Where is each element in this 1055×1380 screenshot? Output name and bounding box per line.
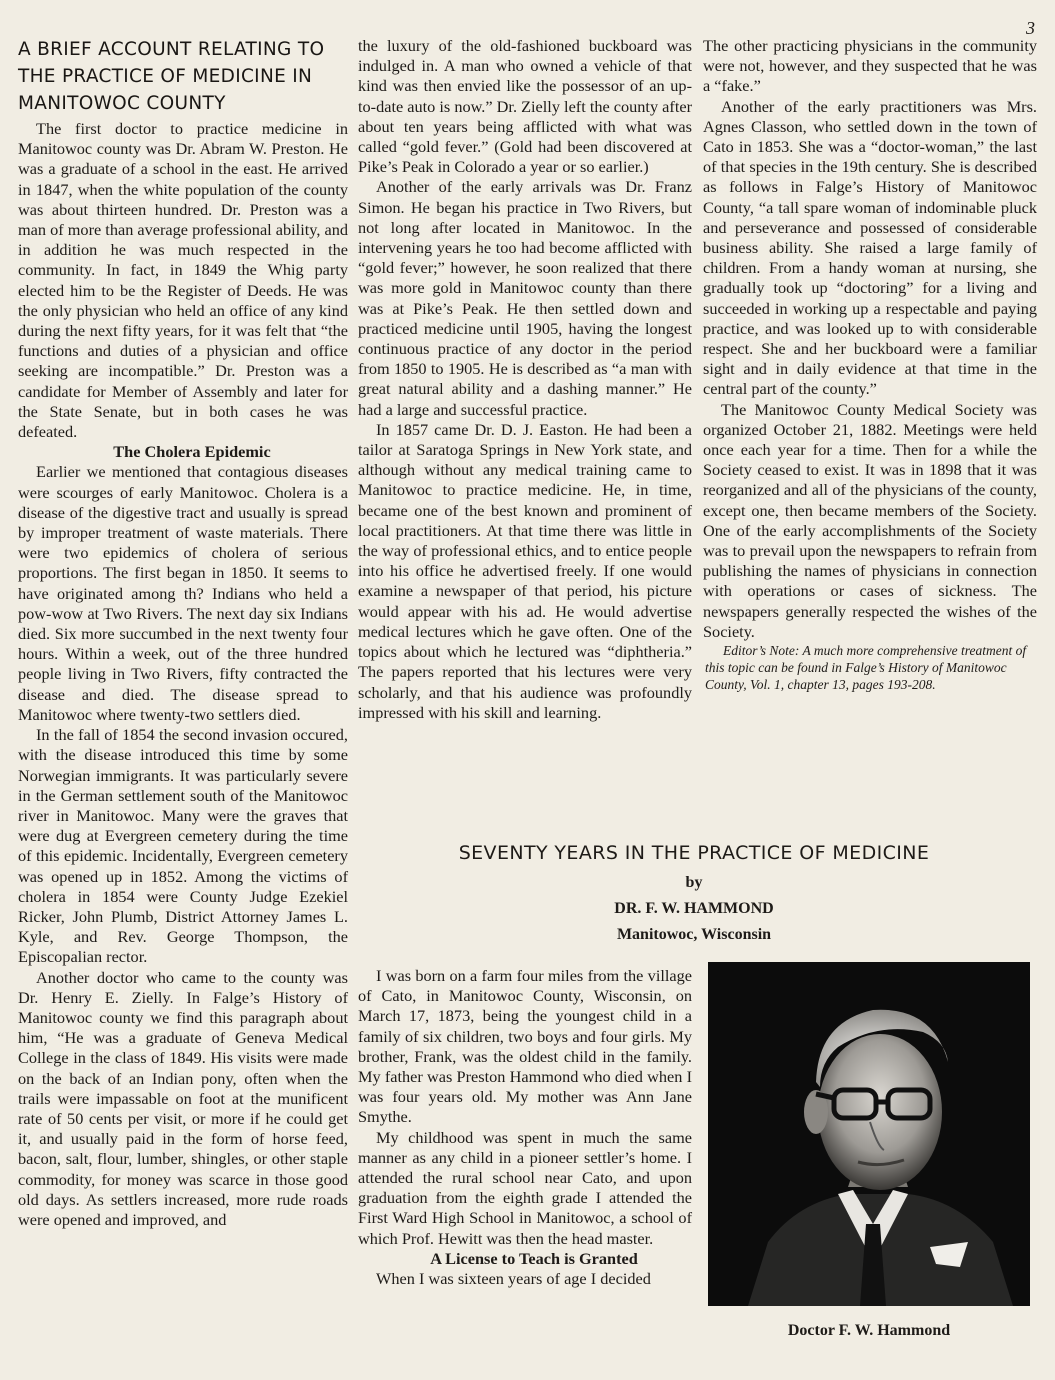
- subhead-cholera: The Cholera Epidemic: [113, 442, 271, 462]
- paragraph-childhood: My childhood was spent in much the same manner as any child in a pioneer settler’s home. I attended the rural school near Cato, and upon graduation from the eighth grade I attended the First Ward High School in Manitowoc, a school of which Prof. Hewitt was then the head master.: [358, 1127, 692, 1248]
- subhead-license: A License to Teach is Granted: [430, 1248, 638, 1268]
- paragraph-medical-society: The Manitowoc County Medical Society was organized October 21, 1882. Meetings were held once each year for a time. Then for a while the Society ceased to exist. It was in 1898 that it was reorganized and all of the physicians of the county, except one, then became members of the Society. One of the early accomplishments of the Society was to prevail upon the newspapers to refrain from publishing the names of physicians in connection with operations or cases of sickness. The newspapers generally respected the wishes of the Society.: [703, 399, 1037, 641]
- paragraph-cholera-1850: Earlier we mentioned that contagious diseases were scourges of early Manitowoc. Cholera is a disease of the digestive tract and usually is spread by improper treatment of waste materials. There were two epidemics of cholera of serious proportions. The first began in 1850. It seems to have originated among th? Indians who held a pow-wow at Two Rivers. The next day six Indians died. Six more succumbed in the next twenty four hours. Within a week, out of the three hundred people living in Two Rivers, fifty contracted the disease and died. The disease spread to Manitowoc where twenty-two settlers died.: [18, 462, 348, 724]
- article1-column-1: [18, 36, 348, 1230]
- photo-caption: Doctor F. W. Hammond: [787, 1322, 951, 1339]
- article2-by: by: [685, 874, 703, 891]
- article1-title-line-3: MANITOWOC COUNTY: [18, 93, 226, 114]
- article2-author: DR. F. W. HAMMOND: [614, 900, 774, 917]
- editor-note: Editor’s Note: A much more comprehensive treatment of this topic can be found in Falge’s History of Manitowoc County, Vol. 1, chapter 13, pages 193-208.: [705, 643, 1027, 693]
- article2-header: [358, 842, 1030, 948]
- article2-location: Manitowoc, Wisconsin: [616, 926, 772, 943]
- article1-title: [18, 36, 348, 117]
- paragraph-easton: In 1857 came Dr. D. J. Easton. He had been a tailor at Saratoga Springs in New York state, and although without any medical training came to Manitowoc to practice medicine. He, in time, became one of the best known and prominent of local practitioners. At that time there was little in the way of professional ethics, and to entice people into his office he advertised freely. If one would examine a newspaper of that period, his picture would appear with his ad. He would advertise medical lectures which he gave often. One of the topics about which he lectured was “diphtheria.” The papers reported that his lectures were very scholarly, and that his audience was profoundly impressed with his skill and learning.: [358, 419, 692, 722]
- portrait-photo: [708, 962, 1030, 1306]
- paragraph-sixteen: When I was sixteen years of age I decided: [376, 1269, 651, 1289]
- paragraph-birth: I was born on a farm four miles from the village of Cato, in Manitowoc County, Wisconsin, on March 17, 1873, being the youngest child in a family of six children, two boys and four girls. My brother, Frank, was the oldest child in the family. My father was Preston Hammond who died when I was four years old. My mother was Ann Jane Smythe.: [358, 966, 692, 1127]
- article1-title-line-1: A BRIEF ACCOUNT RELATING TO: [18, 39, 325, 60]
- article1-column-3: [703, 36, 1037, 693]
- article2-title: SEVENTY YEARS IN THE PRACTICE OF MEDICINE: [458, 842, 930, 864]
- paragraph-preston: The first doctor to practice medicine in Manitowoc county was Dr. Abram W. Preston. He was a graduate of a school in the east. He arrived in 1847, when the white population of the county was about thirteen hundred. Dr. Preston was a man of more than average professional ability, and in addition he was much respected in the community. In fact, in 1849 the Whig party elected him to be the Register of Deeds. He was the only physician who held an office of any kind during the next fifty years, for it was felt that “the functions and duties of a physician and office seeking are incompatible.” Dr. Preston was a candidate for Member of Assembly and later for the State Senate, but in both cases he was defeated.: [18, 119, 348, 442]
- article1-title-line-2: THE PRACTICE OF MEDICINE IN: [18, 66, 313, 87]
- paragraph-easton-cont: The other practicing physicians in the community were not, however, and they suspected that he was a “fake.”: [703, 36, 1037, 96]
- article1-column-2: [358, 36, 692, 723]
- paragraph-classon: Another of the early practitioners was Mrs. Agnes Classon, who settled down in the town of Cato in 1853. She was a “doctor-woman,” the last of that species in the 19th century. She is described as follows in Falge’s History of Manitowoc County, “a tall spare woman of indominable pluck and perseverance and possessed of considerable business ability. She raised a large family of children. From a handy woman at nursing, she gradually took up “doctoring” for a living and succeeded in working up a respectable and paying practice, and was looked up to with considerable respect. She and her buckboard were a familiar sight and in daily evidence at that time in the central part of the county.”: [703, 96, 1037, 399]
- paragraph-cholera-1854: In the fall of 1854 the second invasion occured, with the disease introduced this time by some Norwegian immigrants. It was particularly severe in the German settlement south of the Manitowoc river in Manitowoc. Many were the graves that were dug at Evergreen cemetery during the time of this epidemic. Incidentally, Evergreen cemetery was opened up in 1852. Among the victims of cholera in 1854 were County Judge Ezekiel Ricker, John Plumb, District Attorney James L. Kyle, and Rev. George Thompson, the Episcopalian rector.: [18, 725, 348, 967]
- paragraph-zielly-cont: the luxury of the old-fashioned buckboard was indulged in. A man who owned a vehicle of that kind was then envied like the possessor of an up-to-date auto is now.” Dr. Zielly left the county after about ten years being afflicted with what was called “gold fever.” (Gold had been discovered at Pike’s Peak in Colorado a year or so earlier.): [358, 36, 692, 177]
- portrait-illustration: [708, 962, 1030, 1306]
- paragraph-zielly: Another doctor who came to the county was Dr. Henry E. Zielly. In Falge’s History of Manitowoc county we find this paragraph about him, “He was a graduate of Geneva Medical College in the class of 1849. His visits were made on the back of an Indian pony, often when the trails were impassable on foot at the munificent rate of 50 cents per visit, or more if he could get it, and usually paid in the form of horse feed, bacon, salt, flour, lumber, shingles, or other staple commodity, for money was scarce in those good old days. As settlers increased, more rude roads were opened and improved, and: [18, 967, 348, 1229]
- paragraph-simon: Another of the early arrivals was Dr. Franz Simon. He began his practice in Two Rivers, but not long after located in Manitowoc. In the intervening years he too had become afflicted with “gold fever;” however, he soon realized that there was more gold in Manitowoc county than there was at Pike’s Peak. He then settled down and practiced medicine until 1905, having the longest continuous practice of any doctor in the period from 1850 to 1905. He is described as “a man with great natural ability and a dashing manner.” He had a large and successful practice.: [358, 177, 692, 419]
- page-number: 3: [1026, 18, 1035, 38]
- article2-column: [358, 966, 692, 1289]
